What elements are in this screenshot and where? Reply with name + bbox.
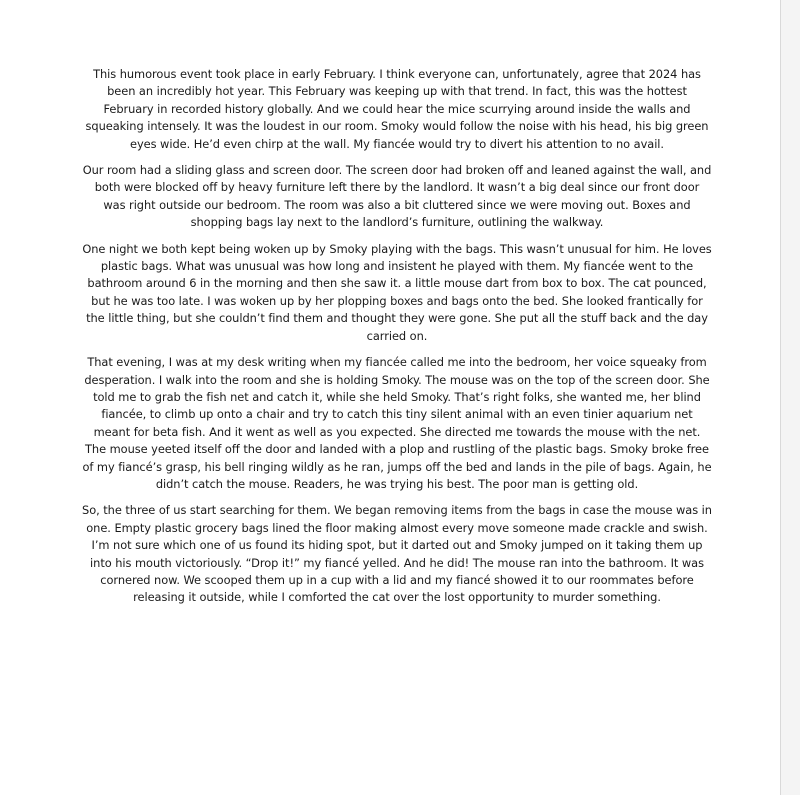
paragraph-1: This humorous event took place in early February. I think everyone can, unfortunately, agree that 2024 has been an incredibly hot year. This February was keeping up with that trend. In fact, this was the hottest February in recorded history globally. And we could hear the mice scurrying around inside the walls and squeaking intensely. It was the loudest in our room. Smoky would follow the noise with his head, his big green eyes wide. He’d even chirp at the wall. My fiancée would try to divert his attention to no avail. bbox=[85, 67, 709, 151]
paragraph-3: One night we both kept being woken up by Smoky playing with the bags. This wasn’t unusual for him. He loves plastic bags. What was unusual was how long and insistent he played with them. My fiancée went to the bathroom around 6 in the morning and then she saw it. a little mouse dart from box to box. The cat pounced, but he was too late. I was woken up by her plopping boxes and bags onto the bed. She looked frantically for the little thing, but she couldn’t find them and thought they were gone. She put all the stuff back and the day carried on. bbox=[82, 241, 712, 343]
document-body bbox=[82, 66, 712, 616]
paragraph-4: That evening, I was at my desk writing when my fiancée called me into the bedroom, her voice squeaky from desperation. I walk into the room and she is holding Smoky. The mouse was on the top of the screen door. She told me to grab the fish net and catch it, while she held Smoky. That’s right folks, she wanted me, her blind fiancée, to climb up onto a chair and try to catch this tiny silent animal with an even tinier aquarium net meant for beta fish. And it went as well as you expected. She directed me towards the mouse with the net. The mouse yeeted itself off the door and landed with a plop and rustling of the plastic bags. Smoky broke free of my fiancé’s grasp, his bell ringing wildly as he ran, jumps off the bed and lands in the pile of bags. Again, he didn’t catch the mouse. Readers, he was trying his best. The poor man is getting old. bbox=[82, 355, 712, 491]
paragraph-2: Our room had a sliding glass and screen door. The screen door had broken off and leaned against the wall, and both were blocked off by heavy furniture left there by the landlord. It wasn’t a big deal since our front door was right outside our bedroom. The room was also a bit cluttered since we were moving out. Boxes and shopping bags lay next to the landlord’s furniture, outlining the walkway. bbox=[82, 163, 712, 230]
viewer-gutter bbox=[781, 0, 800, 795]
paragraph-5: So, the three of us start searching for them. We began removing items from the bags in case the mouse was in one. Empty plastic grocery bags lined the floor making almost every move someone made crackle and swish. I’m not sure which one of us found its hiding spot, but it darted out and Smoky jumped on it taking them up into his mouth victoriously. “Drop it!” my fiancé yelled. And he did! The mouse ran into the bathroom. It was cornered now. We scooped them up in a cup with a lid and my fiancé showed it to our roommates before releasing it outside, while I comforted the cat over the lost opportunity to murder something. bbox=[82, 503, 712, 605]
